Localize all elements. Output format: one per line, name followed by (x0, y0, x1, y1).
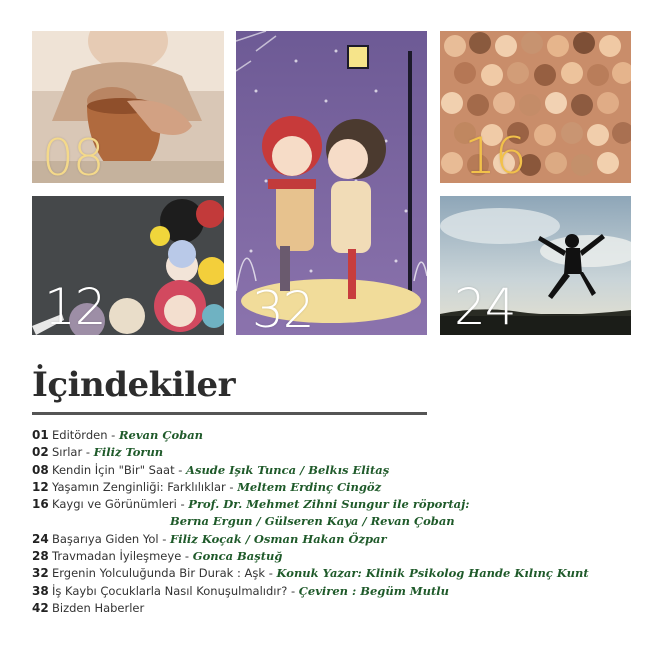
toc-page-number: 24 (32, 531, 49, 546)
toc-author: Prof. Dr. Mehmet Zihni Sungur ile röportaj: (188, 497, 470, 512)
toc-page-number: 42 (32, 600, 49, 615)
toc-title: Başarıya Giden Yol (52, 531, 159, 546)
toc-title: İş Kaybı Çocuklarla Nasıl Konuşulmalıdır? (52, 583, 288, 598)
page-number-08: 08 (42, 129, 104, 183)
toc-title: Editörden (52, 428, 108, 442)
toc-separator: - (176, 497, 189, 512)
toc-author: Meltem Erdinç Cingöz (237, 479, 382, 494)
toc-title: Kendin İçin "Bir" Saat (52, 462, 175, 477)
toc-separator: - (225, 479, 238, 494)
toc-item[interactable] (32, 428, 642, 445)
toc-author: Filiz Torun (93, 445, 164, 460)
page-number-16: 16 (464, 127, 526, 183)
toc-item[interactable] (32, 463, 642, 480)
page-number-32: 32 (252, 281, 314, 335)
toc-author: Gonca Baştuğ (192, 549, 283, 564)
toc-author-continued: Berna Ergun / Gülseren Kaya / Revan Çoban (170, 514, 455, 529)
toc-separator: - (181, 549, 193, 564)
toc-item[interactable] (32, 480, 642, 497)
toc-item[interactable] (32, 532, 642, 549)
toc-page-number: 32 (32, 566, 49, 581)
toc-author: Revan Çoban (118, 428, 204, 442)
toc-item-continuation (32, 514, 642, 531)
toc-page-number: 16 (32, 497, 49, 512)
toc-page-number: 12 (32, 479, 49, 494)
toc-item[interactable] (32, 584, 642, 601)
page-number-12: 12 (44, 278, 106, 335)
toc-item[interactable] (32, 549, 642, 566)
toc-separator: - (158, 531, 171, 546)
toc-author: Konuk Yazar: Klinik Psikolog Hande Kılınç Kunt (276, 566, 589, 581)
page-number-24: 24 (454, 278, 516, 335)
couple-illustration-photo (236, 31, 427, 335)
toc-page-number: 28 (32, 549, 49, 564)
toc-title: Ergenin Yolculuğunda Bir Durak : Aşk (52, 566, 266, 581)
toc-separator: - (265, 566, 277, 581)
heading-rule (32, 412, 427, 415)
toc-page-number: 01 (32, 428, 49, 442)
toc-page-number: 08 (32, 462, 49, 477)
toc-separator: - (82, 445, 94, 460)
toc-title: Kaygı ve Görünümleri (52, 497, 177, 512)
toc-page-number: 02 (32, 445, 49, 460)
toc-separator: - (107, 428, 119, 442)
toc-separator: - (174, 462, 187, 477)
toc-item[interactable] (32, 601, 642, 618)
toc-page-number: 38 (32, 583, 49, 598)
contents-heading: İçindekiler (32, 365, 236, 405)
toc-title: Sırlar (52, 445, 83, 460)
pottery-photo (32, 31, 224, 183)
toc-item[interactable] (32, 445, 642, 462)
jumping-photo (440, 196, 631, 335)
toc-separator: - (287, 583, 299, 598)
crowd-photo (440, 31, 631, 183)
toc-title: Travmadan İyileşmeye (52, 549, 182, 564)
toc-item[interactable] (32, 566, 642, 583)
toc-author: Çeviren : Begüm Mutlu (298, 583, 450, 598)
toc-title: Yaşamın Zenginliği: Farklılıklar (52, 479, 226, 494)
table-of-contents (32, 428, 642, 618)
toc-item[interactable] (32, 497, 642, 514)
toc-title: Bizden Haberler (52, 600, 145, 615)
toc-author: Asude Işık Tunca / Belkıs Elitaş (186, 462, 390, 477)
toc-author: Filiz Koçak / Osman Hakan Özpar (170, 531, 387, 546)
knitted-dolls-photo (32, 196, 224, 335)
